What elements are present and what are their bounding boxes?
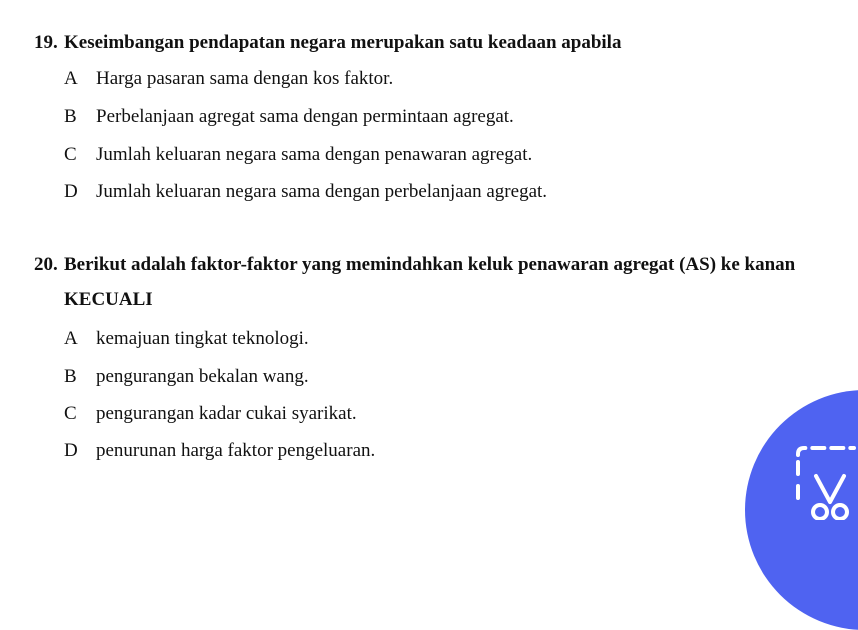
option-text: Jumlah keluaran negara sama dengan penawaran agregat.: [96, 144, 533, 165]
option-letter: B: [64, 366, 77, 387]
option-letter: A: [64, 68, 78, 89]
option-letter: B: [64, 106, 77, 127]
scissors-crop-icon: [790, 440, 858, 520]
question-number: 19.: [34, 32, 58, 53]
option-text: pengurangan bekalan wang.: [96, 366, 309, 387]
option-letter: D: [64, 440, 78, 461]
option-text: kemajuan tingkat teknologi.: [96, 328, 309, 349]
option-letter: C: [64, 403, 77, 424]
option-letter: A: [64, 328, 78, 349]
option-text: Harga pasaran sama dengan kos faktor.: [96, 68, 394, 89]
option-text: Perbelanjaan agregat sama dengan permintaan agregat.: [96, 106, 514, 127]
question-text: Berikut adalah faktor-faktor yang memindahkan keluk penawaran agregat (AS) ke kanan: [64, 254, 796, 275]
question-number: 20.: [34, 254, 58, 275]
question-text: Keseimbangan pendapatan negara merupakan satu keadaan apabila: [64, 32, 622, 53]
option-letter: C: [64, 144, 77, 165]
option-letter: D: [64, 181, 78, 202]
option-text: pengurangan kadar cukai syarikat.: [96, 403, 357, 424]
question-emphasis: KECUALI: [64, 289, 153, 310]
option-text: penurunan harga faktor pengeluaran.: [96, 440, 376, 461]
option-text: Jumlah keluaran negara sama dengan perbelanjaan agregat.: [96, 181, 548, 202]
